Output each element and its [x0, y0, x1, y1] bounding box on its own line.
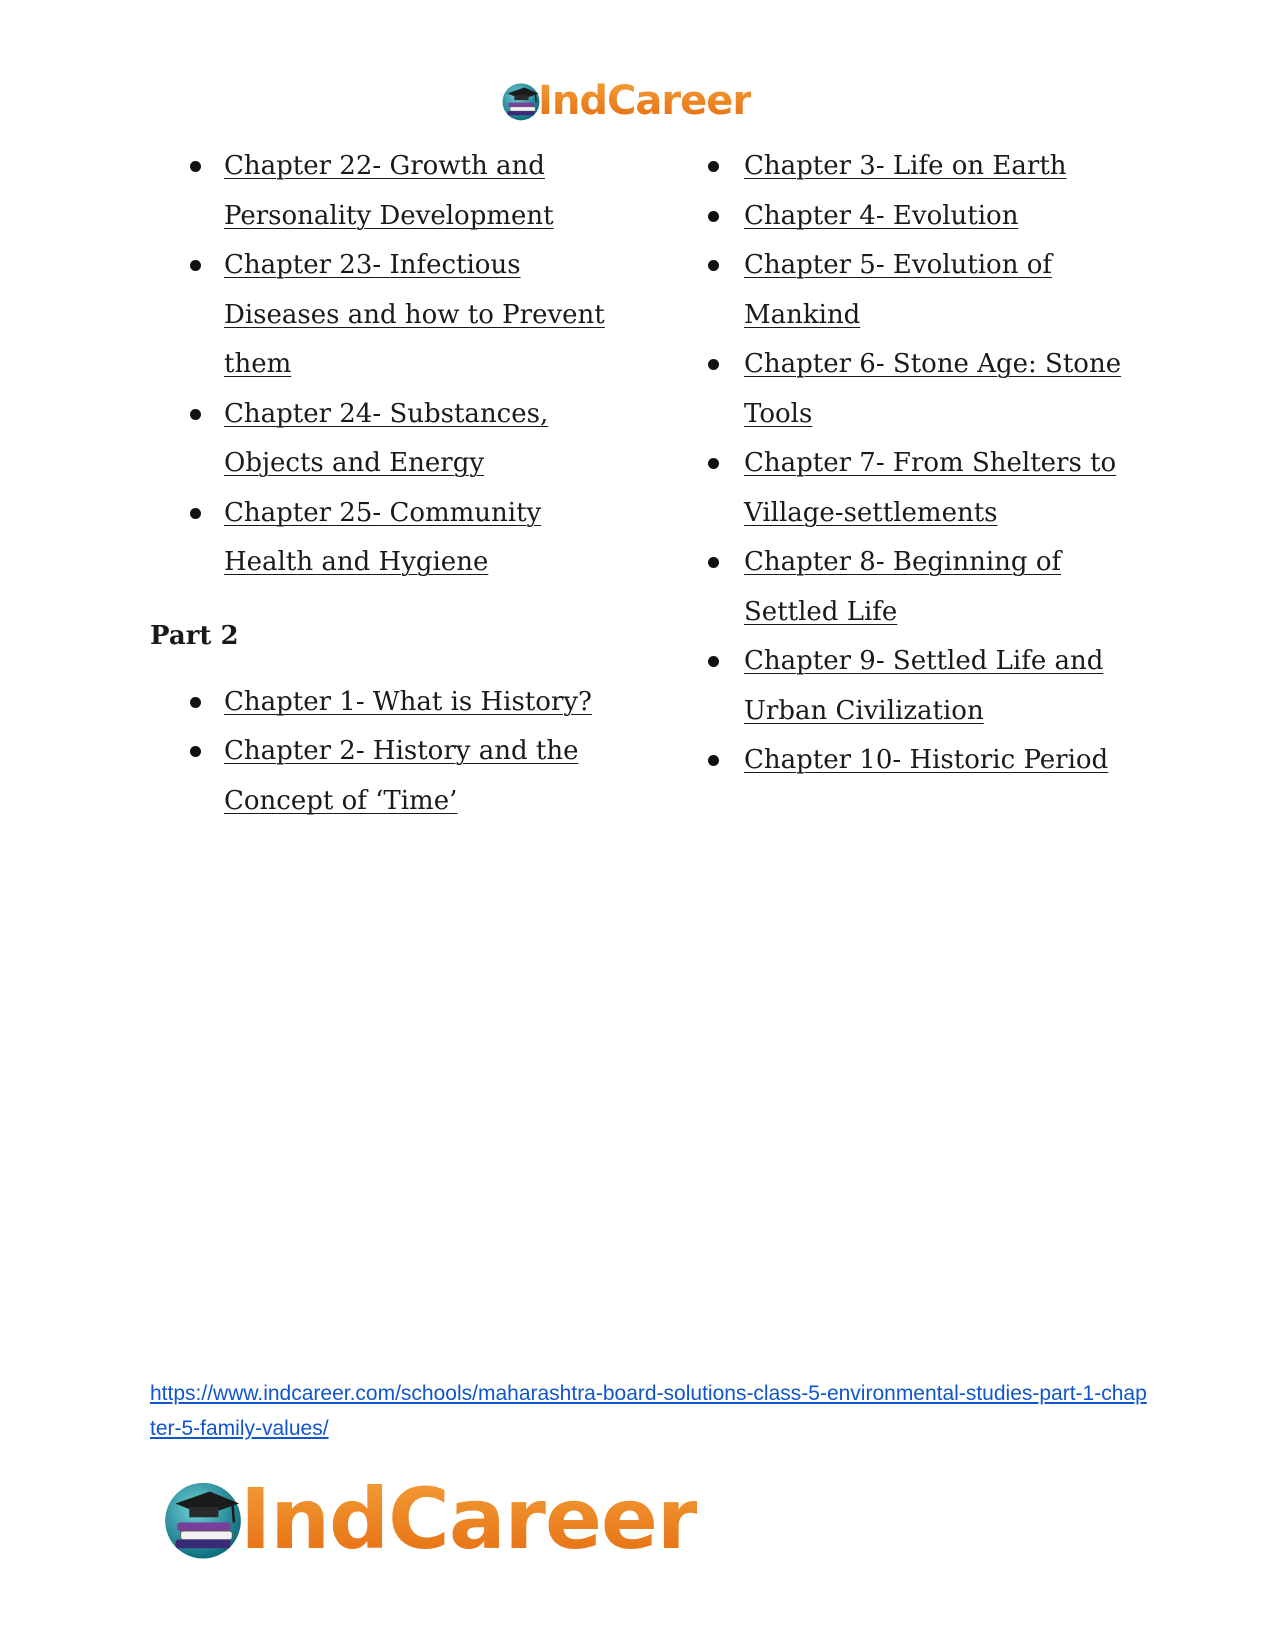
list-item: [706, 736, 1136, 786]
chapter-link[interactable]: Chapter 23- Infectious Diseases and how to Prevent them: [224, 250, 605, 379]
chapter-link[interactable]: Chapter 4- Evolution: [744, 200, 1019, 231]
list-item: [706, 340, 1136, 439]
chapter-link[interactable]: Chapter 10- Historic Period: [744, 745, 1109, 775]
chapter-list-part2-continued: [706, 142, 1136, 786]
bullet-icon: [190, 161, 201, 172]
globe-book-icon: [500, 80, 542, 122]
source-url-link[interactable]: https://www.indcareer.com/schools/maharashtra-board-solutions-class-5-environmental-studies-part-1-chapter-5-family-values/: [150, 1382, 1147, 1440]
header-logo: [500, 78, 751, 124]
bullet-icon: [708, 211, 719, 222]
list-item: [150, 390, 610, 489]
logo-wordmark: IndCareer: [240, 1470, 698, 1568]
bullet-icon: [708, 755, 719, 766]
bullet-icon: [190, 746, 201, 757]
bullet-icon: [708, 161, 719, 172]
bullet-icon: [190, 508, 201, 519]
bullet-icon: [708, 458, 719, 469]
chapter-link[interactable]: Chapter 5- Evolution of Mankind: [744, 250, 1052, 330]
list-item: [150, 727, 610, 826]
footer-logo: [160, 1470, 697, 1568]
list-item: [706, 192, 1136, 242]
list-item: [150, 142, 610, 241]
list-item: [150, 489, 610, 588]
chapter-link[interactable]: Chapter 6- Stone Age: Stone Tools: [744, 349, 1122, 429]
globe-book-icon: [160, 1476, 246, 1562]
chapter-list-part1: [150, 142, 610, 588]
list-item: [150, 678, 610, 728]
chapter-link[interactable]: Chapter 8- Beginning of Settled Life: [744, 547, 1062, 627]
bullet-icon: [190, 697, 201, 708]
chapter-link[interactable]: Chapter 25- Community Health and Hygiene: [224, 497, 542, 577]
chapter-list-part2: [150, 678, 610, 827]
list-item: [706, 142, 1136, 192]
chapter-link[interactable]: Chapter 3- Life on Earth: [744, 151, 1067, 181]
right-column: [706, 142, 1136, 786]
chapter-link[interactable]: Chapter 22- Growth and Personality Development: [224, 151, 554, 231]
chapter-link[interactable]: Chapter 9- Settled Life and Urban Civilization: [744, 646, 1104, 726]
chapter-link[interactable]: Chapter 7- From Shelters to Village-settlements: [744, 448, 1117, 528]
chapter-link[interactable]: Chapter 1- What is History?: [224, 686, 592, 717]
list-item: [150, 241, 610, 390]
list-item: [706, 241, 1136, 340]
part-heading: Part 2: [150, 620, 239, 651]
logo-wordmark: IndCareer: [538, 78, 752, 124]
bullet-icon: [708, 260, 719, 271]
bullet-icon: [708, 557, 719, 568]
bullet-icon: [190, 409, 201, 420]
list-item: [706, 637, 1136, 736]
list-item: [706, 439, 1136, 538]
list-item: [706, 538, 1136, 637]
left-column: [150, 142, 610, 826]
bullet-icon: [190, 260, 201, 271]
bullet-icon: [708, 656, 719, 667]
chapter-link[interactable]: Chapter 2- History and the Concept of ‘Time’: [224, 736, 579, 816]
chapter-link[interactable]: Chapter 24- Substances, Objects and Energy: [224, 398, 549, 478]
bullet-icon: [708, 359, 719, 370]
